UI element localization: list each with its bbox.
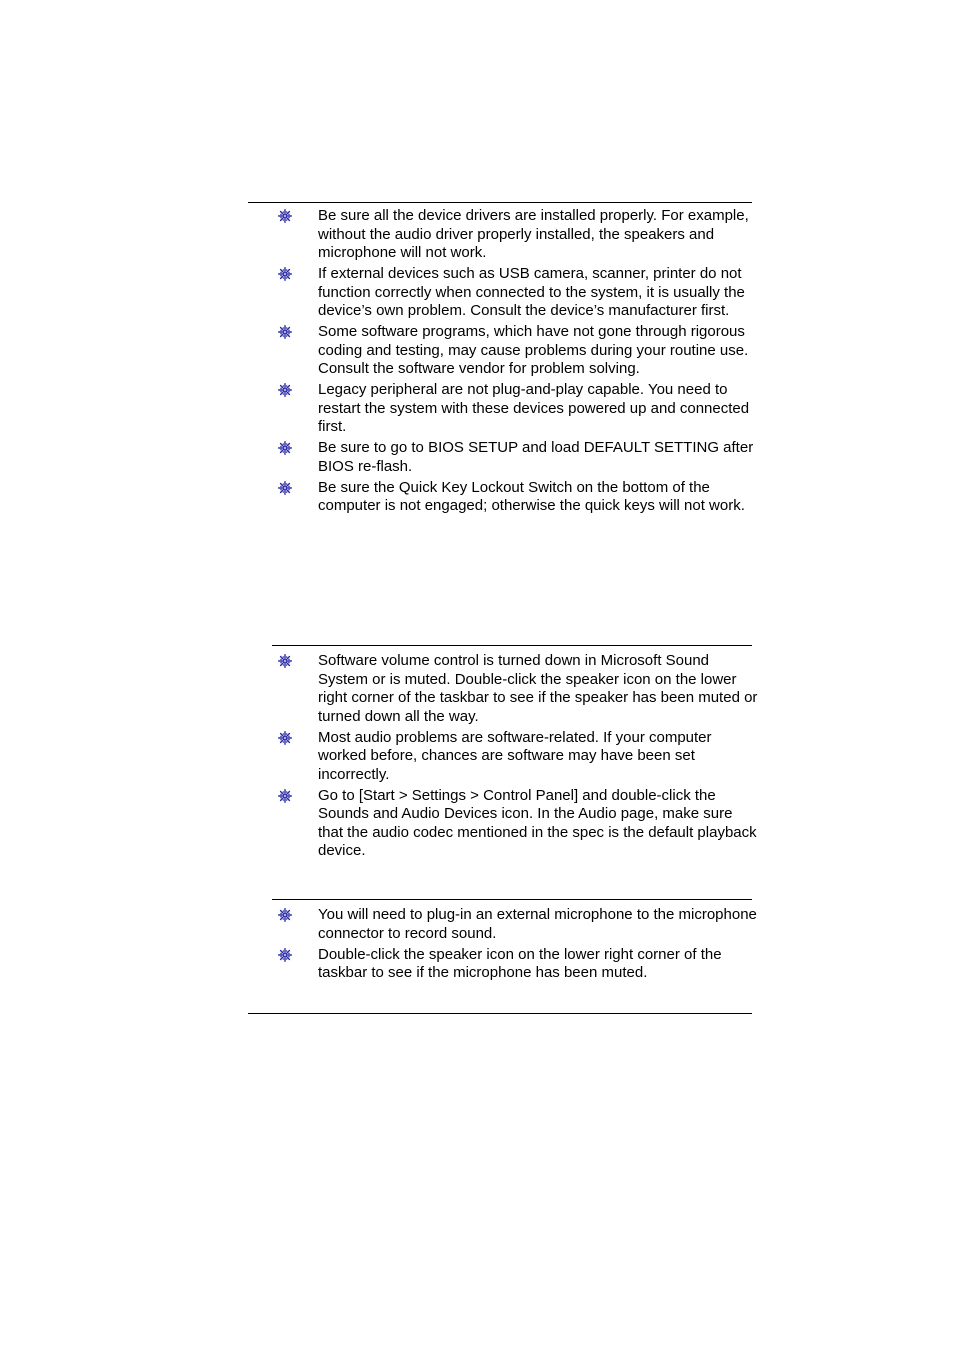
list-item [278,381,758,437]
asterisk-star-icon [278,731,292,745]
general-troubleshooting-list [278,207,758,518]
list-item [278,946,758,983]
asterisk-star-icon [278,441,292,455]
list-item-text: Go to [Start > Settings > Control Panel] and double-click the Sounds and Audio Devices icon. In the Audio page, make sure that the audio codec mentioned in the spec is the default playback device. [318,786,757,859]
asterisk-star-icon [278,481,292,495]
list-item [278,439,758,476]
section-divider-audio [272,645,752,646]
list-item [278,787,758,861]
list-item [278,729,758,785]
asterisk-star-icon [278,948,292,962]
list-item [278,265,758,321]
list-item-text: You will need to plug-in an external microphone to the microphone connector to record sound. [318,906,757,942]
asterisk-star-icon [278,908,292,922]
list-item-text: Legacy peripheral are not plug-and-play capable. You need to restart the system with these devices powered up and connected first. [318,381,750,435]
asterisk-star-icon [278,209,292,223]
list-item-text: Be sure all the device drivers are installed properly. For example, without the audio driver properly installed, the speakers and microphone will not work. [318,207,749,261]
asterisk-star-icon [278,325,292,339]
list-item-text: Most audio problems are software-related. If your computer worked before, chances are software may have been set incorrectly. [318,728,712,783]
list-item-text: Some software programs, which have not gone through rigorous coding and testing, may cause problems during your routine use. Consult the software vendor for problem solving. [318,323,749,377]
section-divider-microphone [272,899,752,900]
section-divider-top [248,202,752,203]
asterisk-star-icon [278,654,292,668]
asterisk-star-icon [278,383,292,397]
list-item-text: Double-click the speaker icon on the lower right corner of the taskbar to see if the microphone has been muted. [318,945,722,981]
list-item [278,906,758,943]
list-item-text: If external devices such as USB camera, scanner, printer do not function correctly when connected to the system, it is usually the device’s own problem. Consult the device’s manufacturer first. [318,265,745,319]
section-divider-bottom [248,1013,752,1014]
list-item [278,323,758,379]
asterisk-star-icon [278,789,292,803]
list-item [278,652,758,726]
list-item [278,207,758,263]
asterisk-star-icon [278,267,292,281]
audio-troubleshooting-list [278,652,758,863]
list-item-text: Software volume control is turned down in Microsoft Sound System or is muted. Double-click the speaker icon on the lower right corner of the taskbar to see if the speaker has been muted or turned down all the way. [318,652,758,725]
list-item-text: Be sure to go to BIOS SETUP and load DEFAULT SETTING after BIOS re-flash. [318,439,754,475]
list-item-text: Be sure the Quick Key Lockout Switch on the bottom of the computer is not engaged; otherwise the quick keys will not work. [318,478,745,514]
list-item [278,479,758,516]
microphone-troubleshooting-list [278,906,758,985]
